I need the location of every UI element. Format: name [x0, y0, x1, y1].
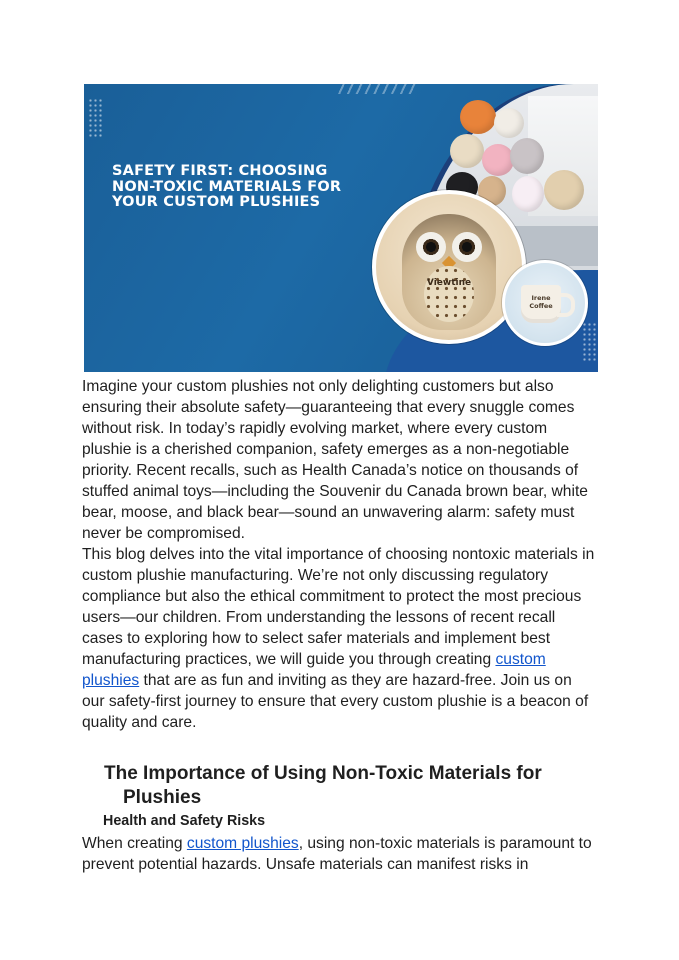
owl-belly: [424, 266, 474, 322]
paragraph-text: that are as fun and inviting as they are hazard-free. Join us on our safety-first journey to ensure that every custom plushie is a beacon of quality and care.: [82, 672, 589, 731]
decorative-dots: [582, 322, 596, 362]
mug-label-line: Irene: [531, 294, 551, 302]
section-heading-line: The Importance of Using Non-Toxic Materials for: [104, 763, 542, 784]
coffee-mug-photo: [502, 260, 588, 346]
owl-plush-photo: [372, 190, 526, 344]
paragraph-text: , using non-toxic materials is paramount to prevent potential hazards. Unsafe materials can manifest risks in: [82, 835, 592, 873]
plush-toy-unicorn: [512, 176, 544, 212]
plush-toy-pink: [482, 144, 514, 176]
custom-plushies-link[interactable]: custom plushies: [186, 835, 299, 852]
banner-title-line: SAFETY FIRST: CHOOSING: [112, 163, 328, 179]
plush-toy-beige: [450, 134, 484, 168]
banner-title-line: NON-TOXIC MATERIALS FOR: [112, 178, 342, 195]
owl-plush: [402, 214, 496, 330]
paragraph-text: When creating: [82, 835, 187, 852]
paragraph-text: This blog delves into the vital importance of choosing nontoxic materials in custom plushie manufacturing. We’re not only discussing regulatory compliance but also the ethical commitment to protect the most precious users—our children. From understanding the lessons of recent recall cases to exploring how to select safer materials and implement best manufacturing practices, we will guide you through creating: [82, 546, 595, 668]
mug-label-line: Coffee: [529, 302, 553, 310]
section-paragraph: [82, 833, 598, 875]
intro-paragraph: Imagine your custom plushies not only delighting customers but also ensuring their absolute safety—guaranteeing that every snuggle comes without risk. In today’s rapidly evolving market, where every custom plushie is a cherished companion, safety emerges as a non-negotiable priority. Recent recalls, such as Health Canada’s notice on thousands of stuffed animal toys—including the Souvenir du Canada brown bear, white bear, moose, and black bear—sound an unwavering alarm: safety must never be compromised.: [82, 378, 588, 542]
intro-paragraph-2: [82, 544, 598, 733]
plush-toy-cat: [494, 108, 524, 138]
custom-plushies-link[interactable]: custom plushies: [82, 651, 546, 689]
mug-label: [521, 294, 561, 310]
banner-title: [112, 164, 362, 211]
plush-toy-grey: [510, 138, 544, 174]
decorative-lines: [336, 84, 416, 94]
plush-toy-fox: [460, 100, 496, 134]
section-heading: [104, 762, 584, 810]
owl-label: Viewtine: [426, 278, 472, 288]
decorative-dots: [88, 98, 102, 138]
mug-handle: [557, 293, 575, 317]
coffee-mug: [521, 285, 561, 323]
banner-title-line: YOUR CUSTOM PLUSHIES: [112, 194, 321, 210]
plush-toy-lion: [544, 170, 584, 210]
owl-eye-icon: [416, 232, 446, 262]
section-heading-line: Plushies: [123, 787, 202, 808]
owl-eye-icon: [452, 232, 482, 262]
hero-banner-image: [84, 84, 598, 372]
section-subheading: Health and Safety Risks: [103, 813, 266, 829]
